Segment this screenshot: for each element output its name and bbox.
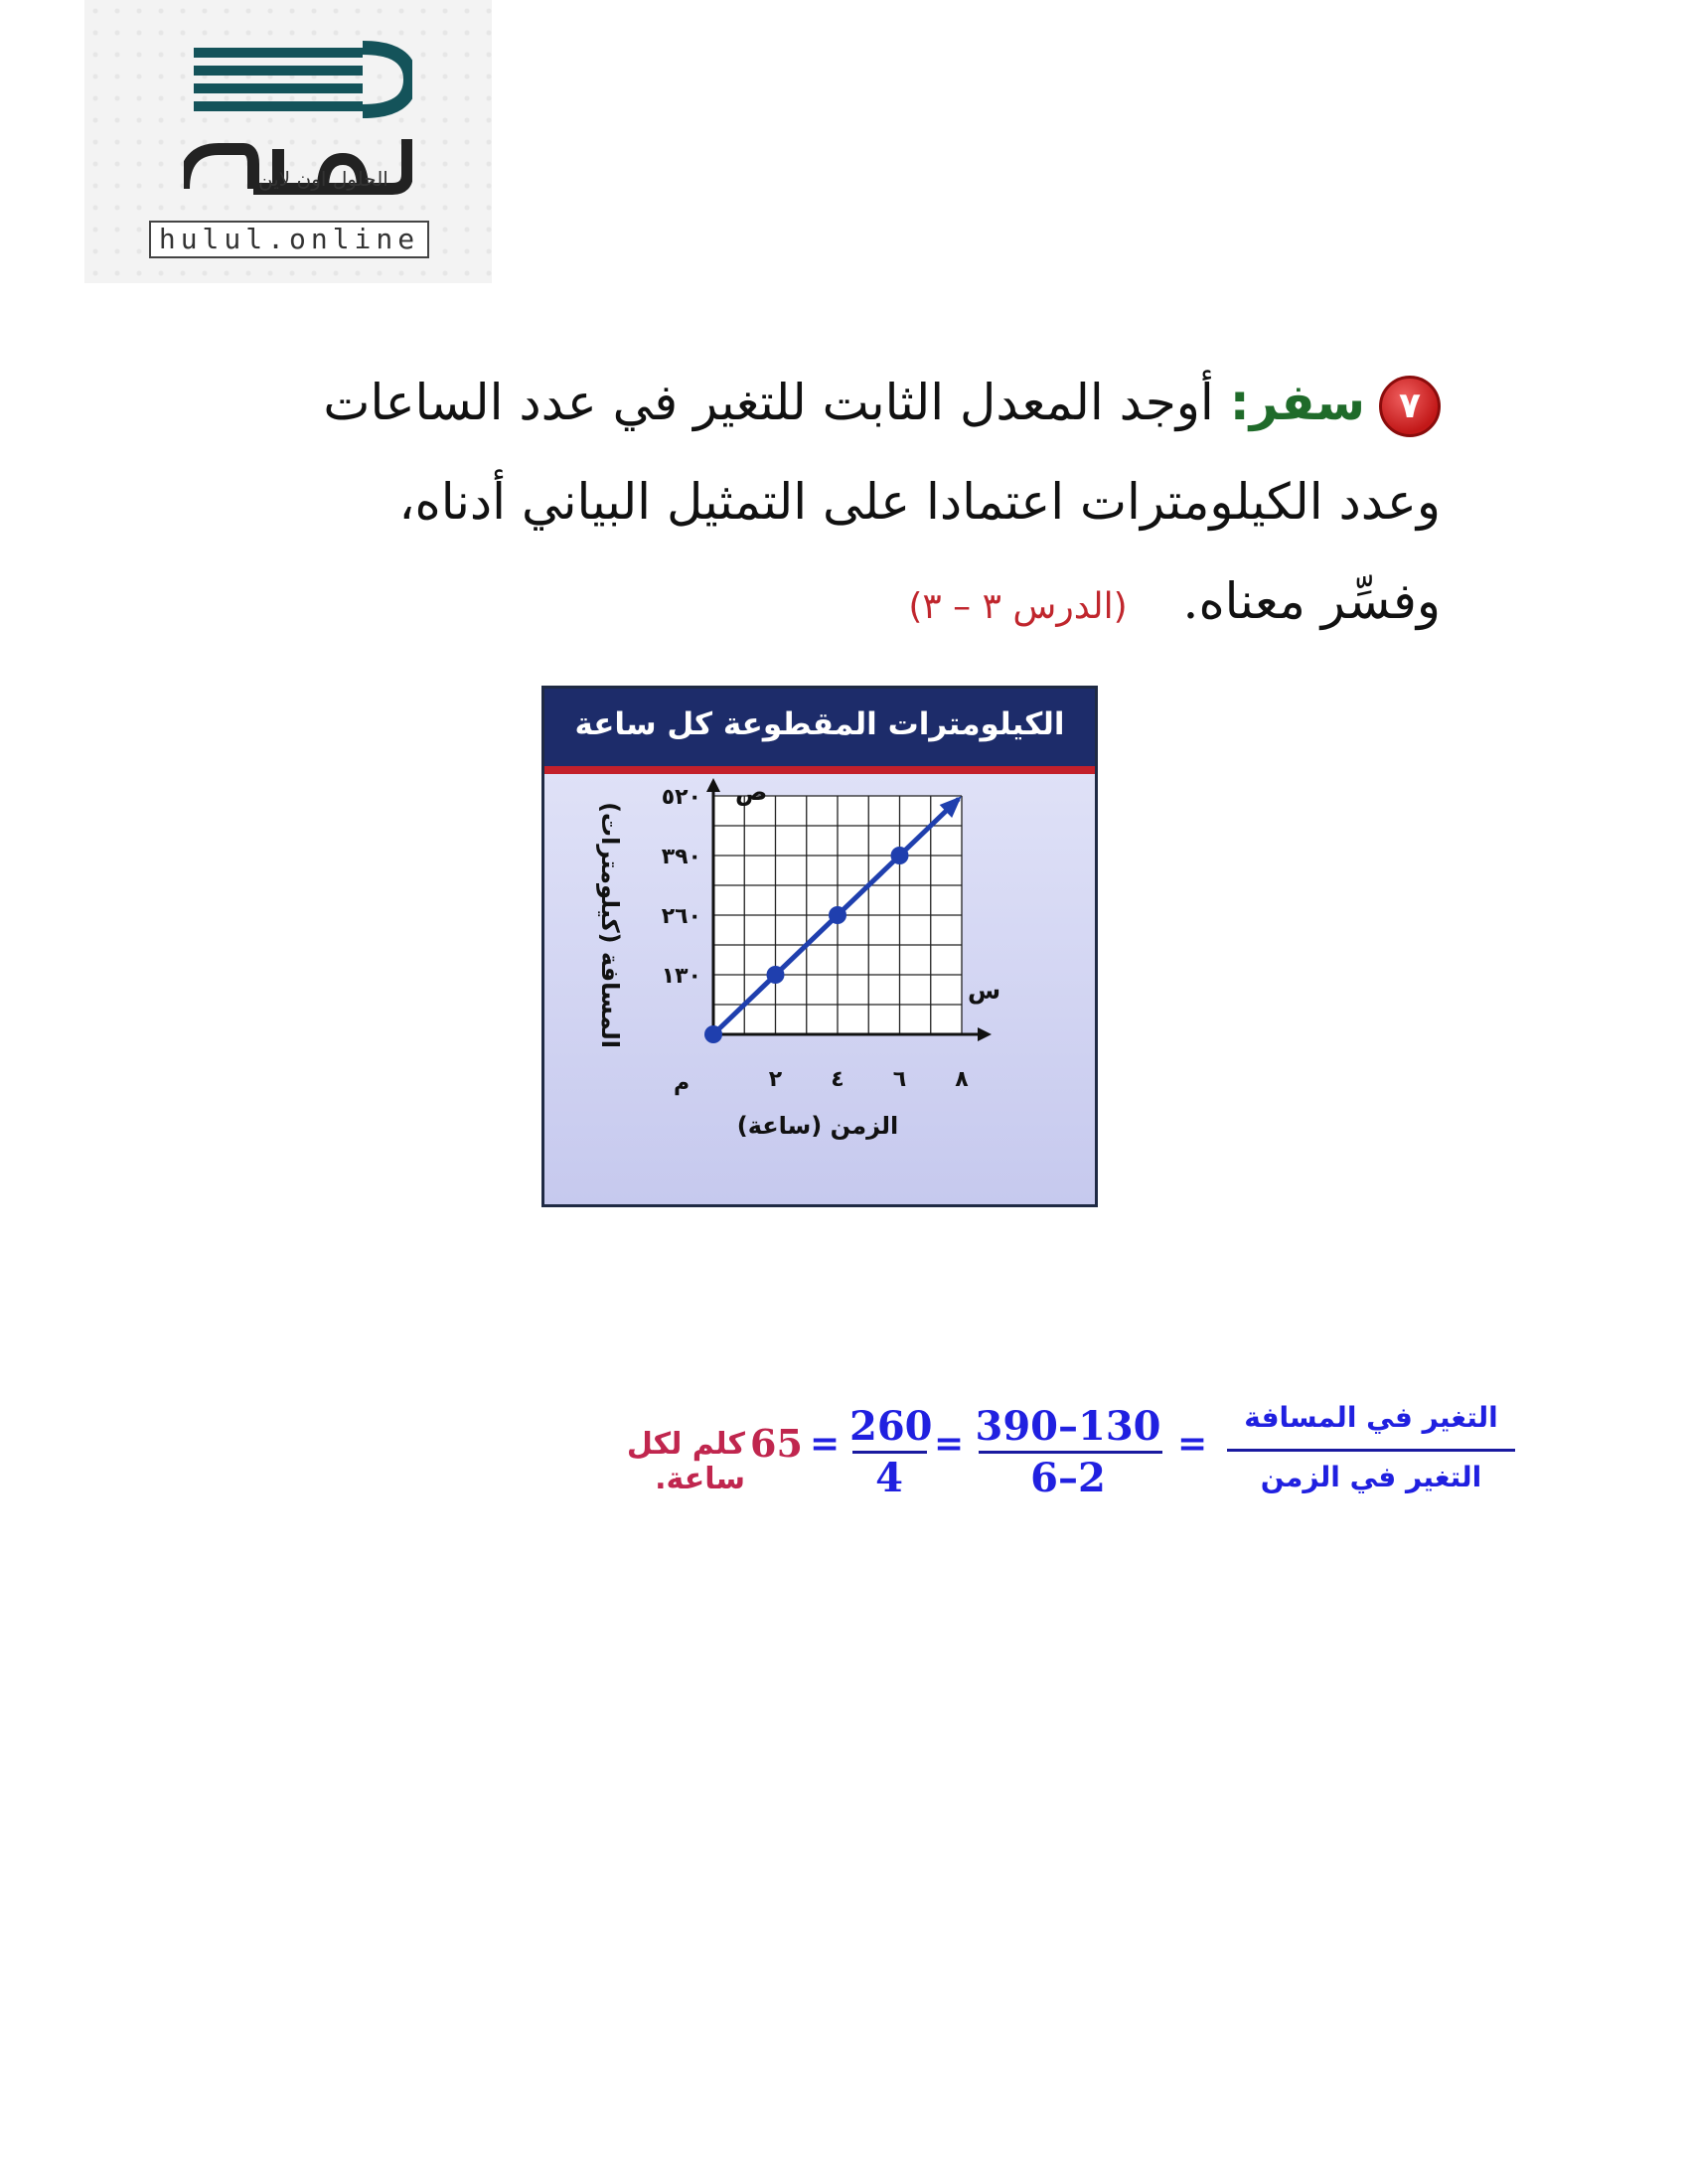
fraction-2-bar	[852, 1451, 927, 1454]
data-point	[829, 906, 846, 924]
y-tick-label: ٣٩٠	[661, 845, 701, 869]
fraction-1-bar	[979, 1451, 1162, 1454]
y-axis-title: المسافة (كيلومترات)	[596, 802, 624, 1048]
x-axis-arrow-icon	[978, 1027, 992, 1041]
chart-title: الكيلومترات المقطوعة كل ساعة	[544, 689, 1095, 766]
x-axis-letter: س	[968, 977, 1001, 1005]
problem-statement	[308, 353, 1441, 657]
equals-sign-2: =	[934, 1423, 965, 1465]
lhs-numerator: التغير في المسافة	[1244, 1401, 1498, 1434]
lhs-fraction-bar	[1227, 1449, 1515, 1452]
result-value: 65	[750, 1421, 803, 1466]
problem-text-line-2: وعدد الكيلومترات اعتمادا على التمثيل البياني أدناه،	[398, 473, 1441, 531]
line-chart	[544, 774, 1095, 1204]
result-unit: كلم لكل ساعة.	[626, 1427, 745, 1496]
equals-sign-1: =	[1177, 1423, 1208, 1465]
fraction-2-numerator: 260	[849, 1403, 933, 1450]
answer-equation	[527, 1401, 1520, 1520]
problem-text-line-1: أوجد المعدل الثابت للتغير في عدد الساعات	[323, 374, 1214, 431]
problem-text-line-3: وفسِّر معناه.	[1182, 572, 1441, 630]
y-tick-label: ٥٢٠	[661, 785, 701, 810]
lhs-denominator: التغير في الزمن	[1260, 1461, 1482, 1493]
equals-sign-3: =	[810, 1423, 841, 1465]
y-tick-label: ١٣٠	[661, 964, 701, 989]
problem-line-1	[308, 353, 1441, 452]
data-point	[767, 966, 785, 984]
origin-label: م	[673, 1071, 691, 1096]
x-tick-label: ٦	[892, 1067, 907, 1092]
problem-number-badge: ٧	[1379, 376, 1441, 437]
site-logo[interactable]	[84, 0, 492, 283]
x-tick-label: ٨	[955, 1067, 969, 1092]
y-tick-label: ٢٦٠	[661, 904, 701, 929]
data-point	[891, 847, 909, 864]
x-axis-title: الزمن (ساعة)	[736, 1112, 899, 1140]
fraction-1-numerator: 390–130	[975, 1403, 1161, 1450]
logo-url[interactable]: hulul.online	[149, 221, 429, 258]
x-tick-label: ٤	[831, 1067, 844, 1092]
y-axis-arrow-icon	[706, 778, 720, 792]
chart-title-divider	[544, 766, 1095, 774]
lesson-reference: (الدرس ٣ – ٣)	[908, 586, 1128, 627]
fraction-1-denominator: 6–2	[1030, 1455, 1106, 1501]
chart-panel	[541, 686, 1098, 1207]
logo-subtitle: الحلول اون لاين	[258, 167, 388, 191]
problem-line-3	[308, 551, 1441, 657]
x-tick-label: ٢	[768, 1067, 783, 1092]
data-point	[704, 1025, 722, 1043]
y-axis-letter: ص	[735, 778, 768, 806]
problem-keyword: سفر:	[1229, 374, 1365, 431]
fraction-2-denominator: 4	[875, 1455, 903, 1501]
chart-body	[544, 774, 1095, 1204]
